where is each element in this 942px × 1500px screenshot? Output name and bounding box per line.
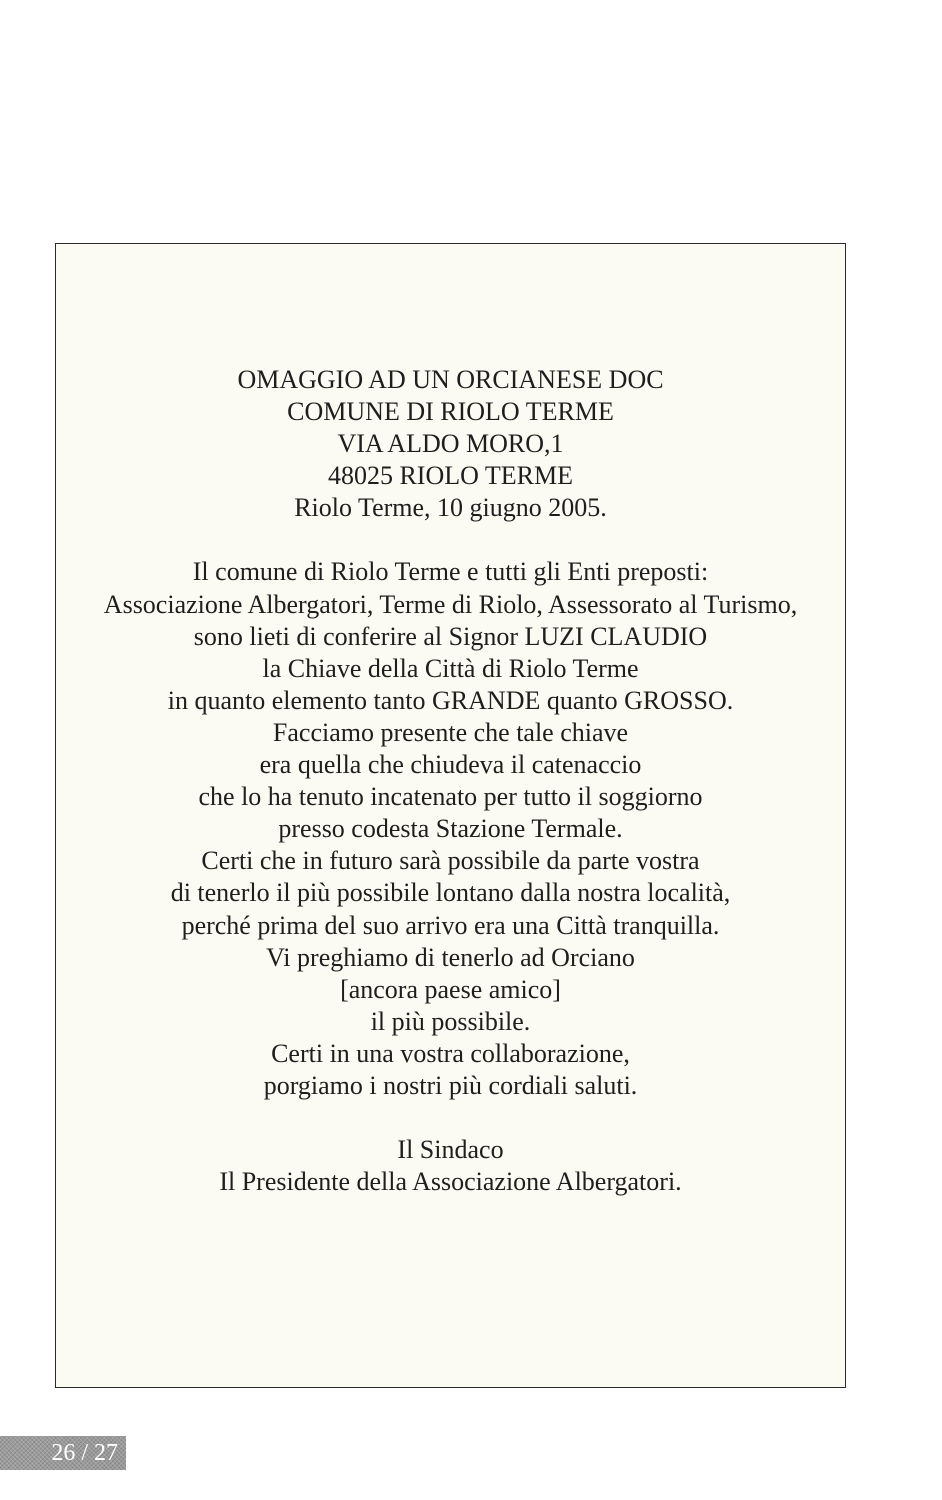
body-line: Certi in una vostra collaborazione, bbox=[271, 1038, 630, 1068]
body-line: Facciamo presente che tale chiave bbox=[272, 717, 629, 747]
body-line: che lo ha tenuto incatenato per tutto il soggiorno bbox=[198, 782, 703, 812]
body-line: Certi che in futuro sarà possibile da parte vostra bbox=[201, 846, 700, 876]
body-line: Vi preghiamo di tenerlo ad Orciano bbox=[266, 942, 635, 972]
body-line: presso codesta Stazione Termale. bbox=[278, 814, 623, 844]
letter-signatures bbox=[56, 1134, 845, 1198]
body-line: porgiamo i nostri più cordiali saluti. bbox=[263, 1070, 638, 1100]
letter-body bbox=[56, 556, 845, 1102]
body-line: era quella che chiudeva il catenaccio bbox=[259, 750, 642, 780]
page-indicator: 26 / 27 bbox=[0, 1436, 126, 1470]
header-title: OMAGGIO AD UN ORCIANESE DOC bbox=[237, 365, 664, 394]
header-street: VIA ALDO MORO,1 bbox=[337, 429, 564, 459]
body-line: perché prima del suo arrivo era una Città tranquilla. bbox=[181, 910, 720, 940]
spacer bbox=[56, 524, 845, 556]
letter-frame bbox=[55, 243, 846, 1388]
body-line: in quanto elemento tanto GRANDE quanto GROSSO. bbox=[167, 685, 734, 715]
letter-text bbox=[56, 364, 845, 1198]
signature-president: Il Presidente della Associazione Albergatori. bbox=[219, 1167, 682, 1197]
body-line: la Chiave della Città di Riolo Terme bbox=[262, 653, 639, 683]
body-line: Associazione Albergatori, Terme di Riolo, Assessorato al Turismo, bbox=[103, 589, 798, 619]
header-date: Riolo Terme, 10 giugno 2005. bbox=[294, 493, 607, 523]
header-postal-city: 48025 RIOLO TERME bbox=[327, 461, 574, 491]
letter-header bbox=[56, 364, 845, 524]
signature-mayor: Il Sindaco bbox=[397, 1135, 504, 1165]
body-line: sono lieti di conferire al Signor LUZI CLAUDIO bbox=[193, 621, 708, 651]
body-line: [ancora paese amico] bbox=[340, 974, 561, 1004]
body-line: Il comune di Riolo Terme e tutti gli Enti preposti: bbox=[192, 557, 709, 587]
header-municipality: COMUNE DI RIOLO TERME bbox=[287, 397, 614, 427]
body-line: il più possibile. bbox=[370, 1006, 531, 1036]
body-line: di tenerlo il più possibile lontano dalla nostra località, bbox=[170, 878, 731, 908]
spacer bbox=[56, 1102, 845, 1134]
